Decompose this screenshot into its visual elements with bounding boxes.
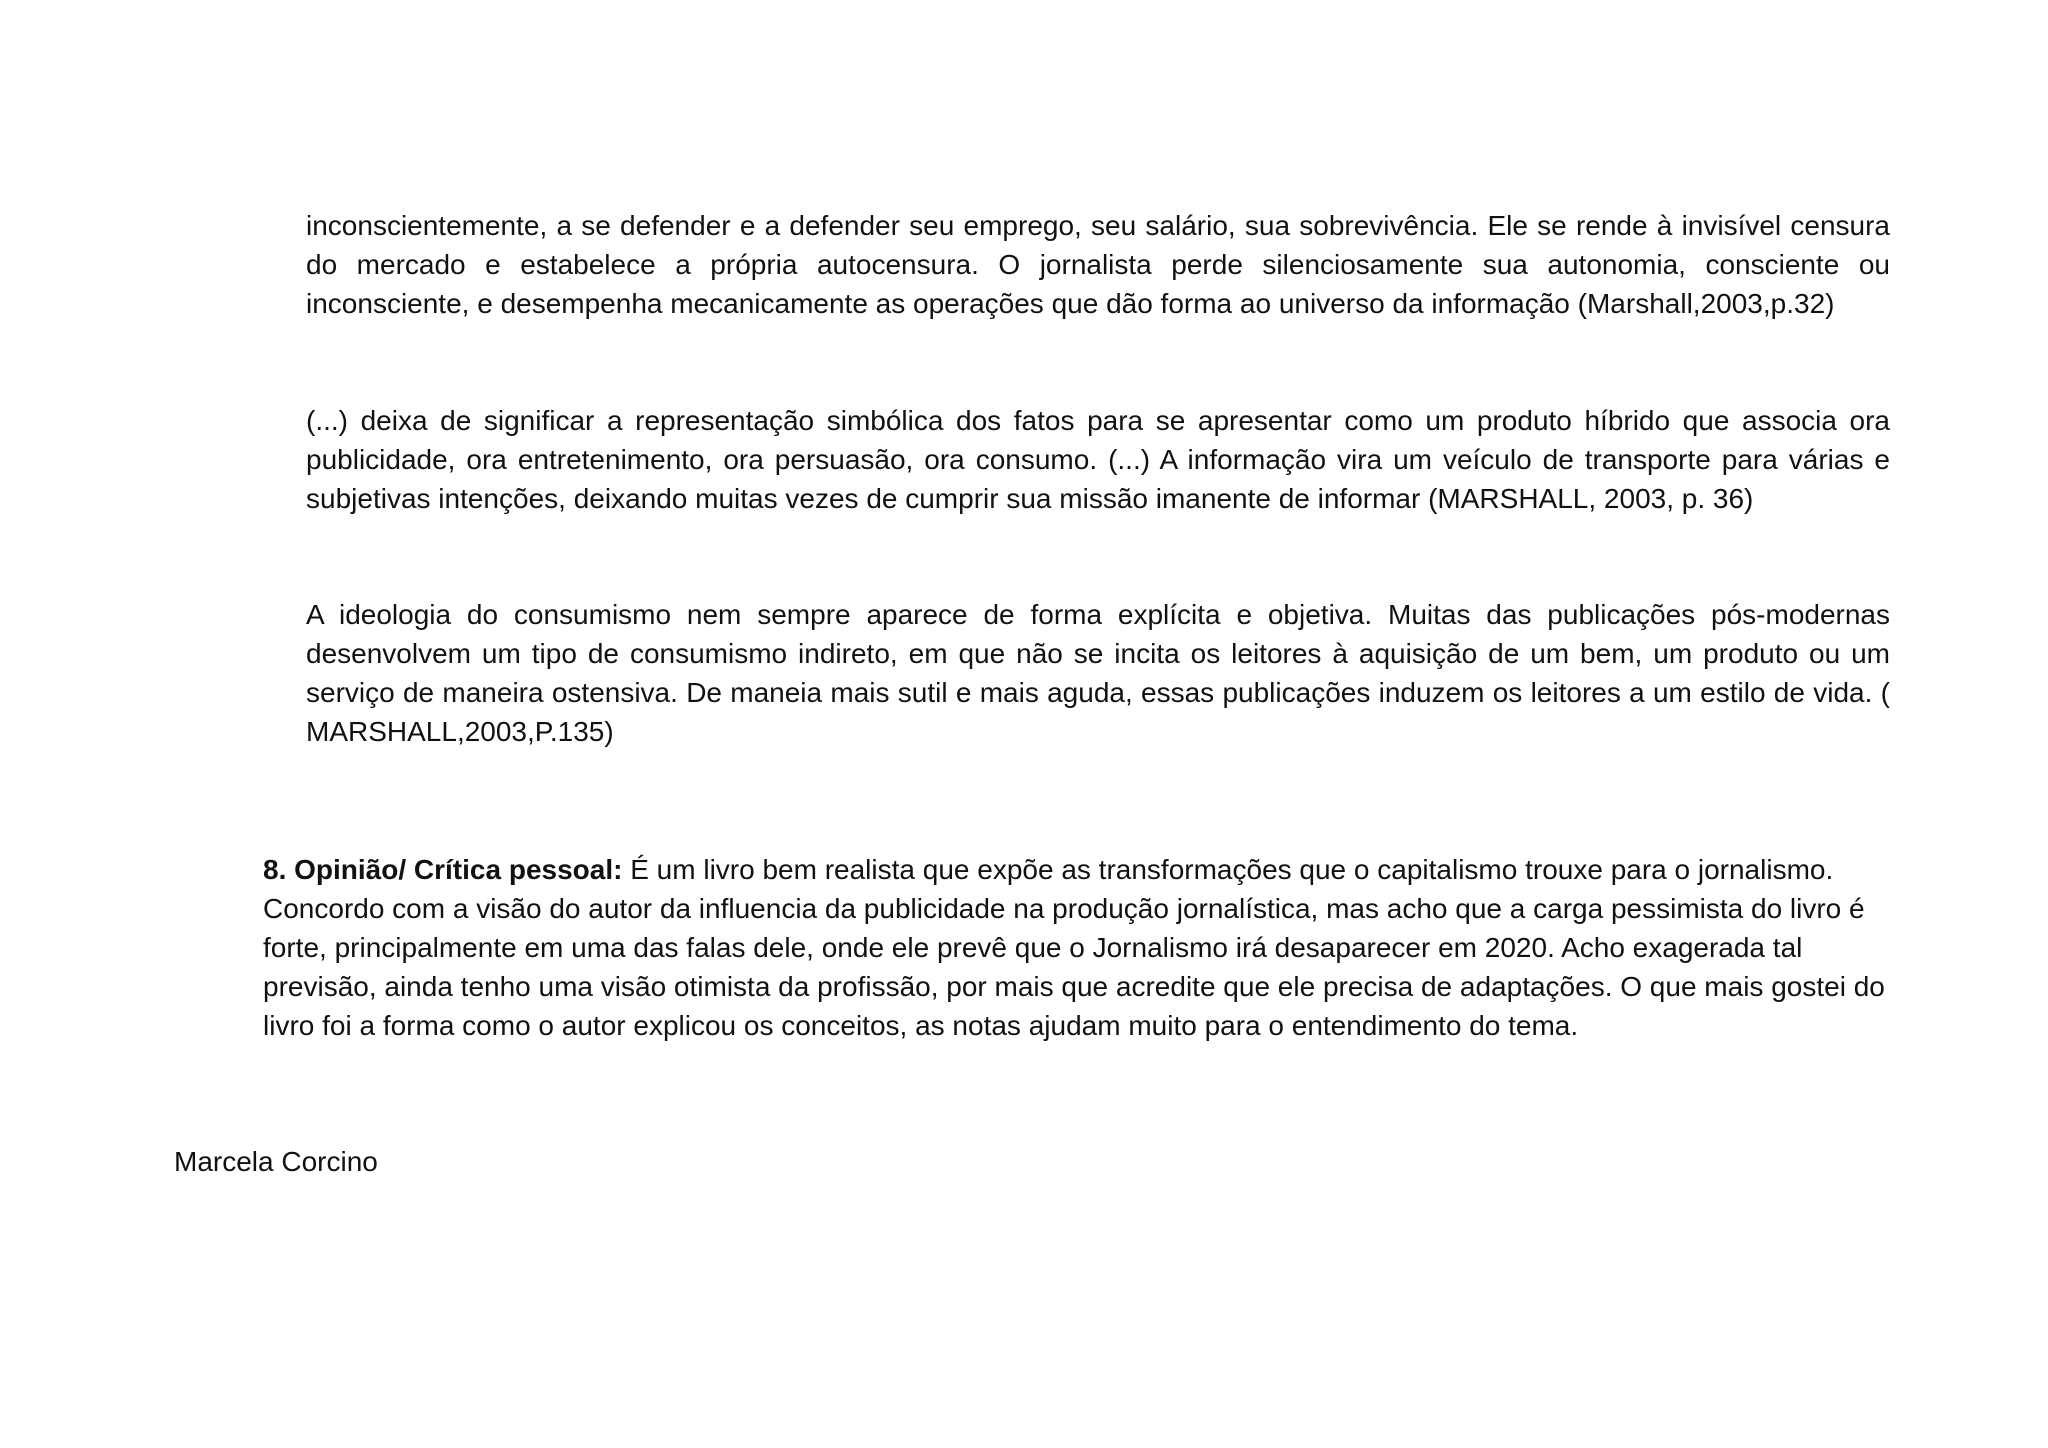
- opinion-text: É um livro bem realista que expõe as transformações que o capitalismo trouxe para o jornalismo. Concordo com a visão do autor da influencia da publicidade na produção jornalística, mas acho que a carga pessimista do livro é forte, principalmente em uma das falas dele, onde ele prevê que o Jornalismo irá desaparecer em 2020. Acho exagerada tal previsão, ainda tenho uma visão otimista da profissão, por mais que acredite que ele precisa de adaptações. O que mais gostei do livro foi a forma como o autor explicou os conceitos, as notas ajudam muito para o entendimento do tema.: [263, 854, 1885, 1041]
- opinion-section: [263, 850, 1893, 1045]
- opinion-heading: 8. Opinião/ Crítica pessoal:: [263, 854, 623, 885]
- block-quote-2: (...) deixa de significar a representação simbólica dos fatos para se apresentar como um produto híbrido que associa ora publicidade, ora entretenimento, ora persuasão, ora consumo. (...) A informação vira um veículo de transporte para várias e subjetivas intenções, deixando muitas vezes de cumprir sua missão imanente de informar (MARSHALL, 2003, p. 36): [306, 405, 1890, 514]
- author-signature: Marcela Corcino: [174, 1146, 378, 1177]
- block-quote-1: inconscientemente, a se defender e a defender seu emprego, seu salário, sua sobrevivência. Ele se rende à invisível censura do mercado e estabelece a própria autocensura. O jornalista perde silenciosamente sua autonomia, consciente ou inconsciente, e desempenha mecanicamente as operações que dão forma ao universo da informação (Marshall,2003,p.32): [306, 210, 1890, 319]
- block-quote-3: A ideologia do consumismo nem sempre aparece de forma explícita e objetiva. Muitas das publicações pós-modernas desenvolvem um tipo de consumismo indireto, em que não se incita os leitores à aquisição de um bem, um produto ou um serviço de maneira ostensiva. De maneia mais sutil e mais aguda, essas publicações induzem os leitores a um estilo de vida. ( MARSHALL,2003,P.135): [306, 599, 1890, 747]
